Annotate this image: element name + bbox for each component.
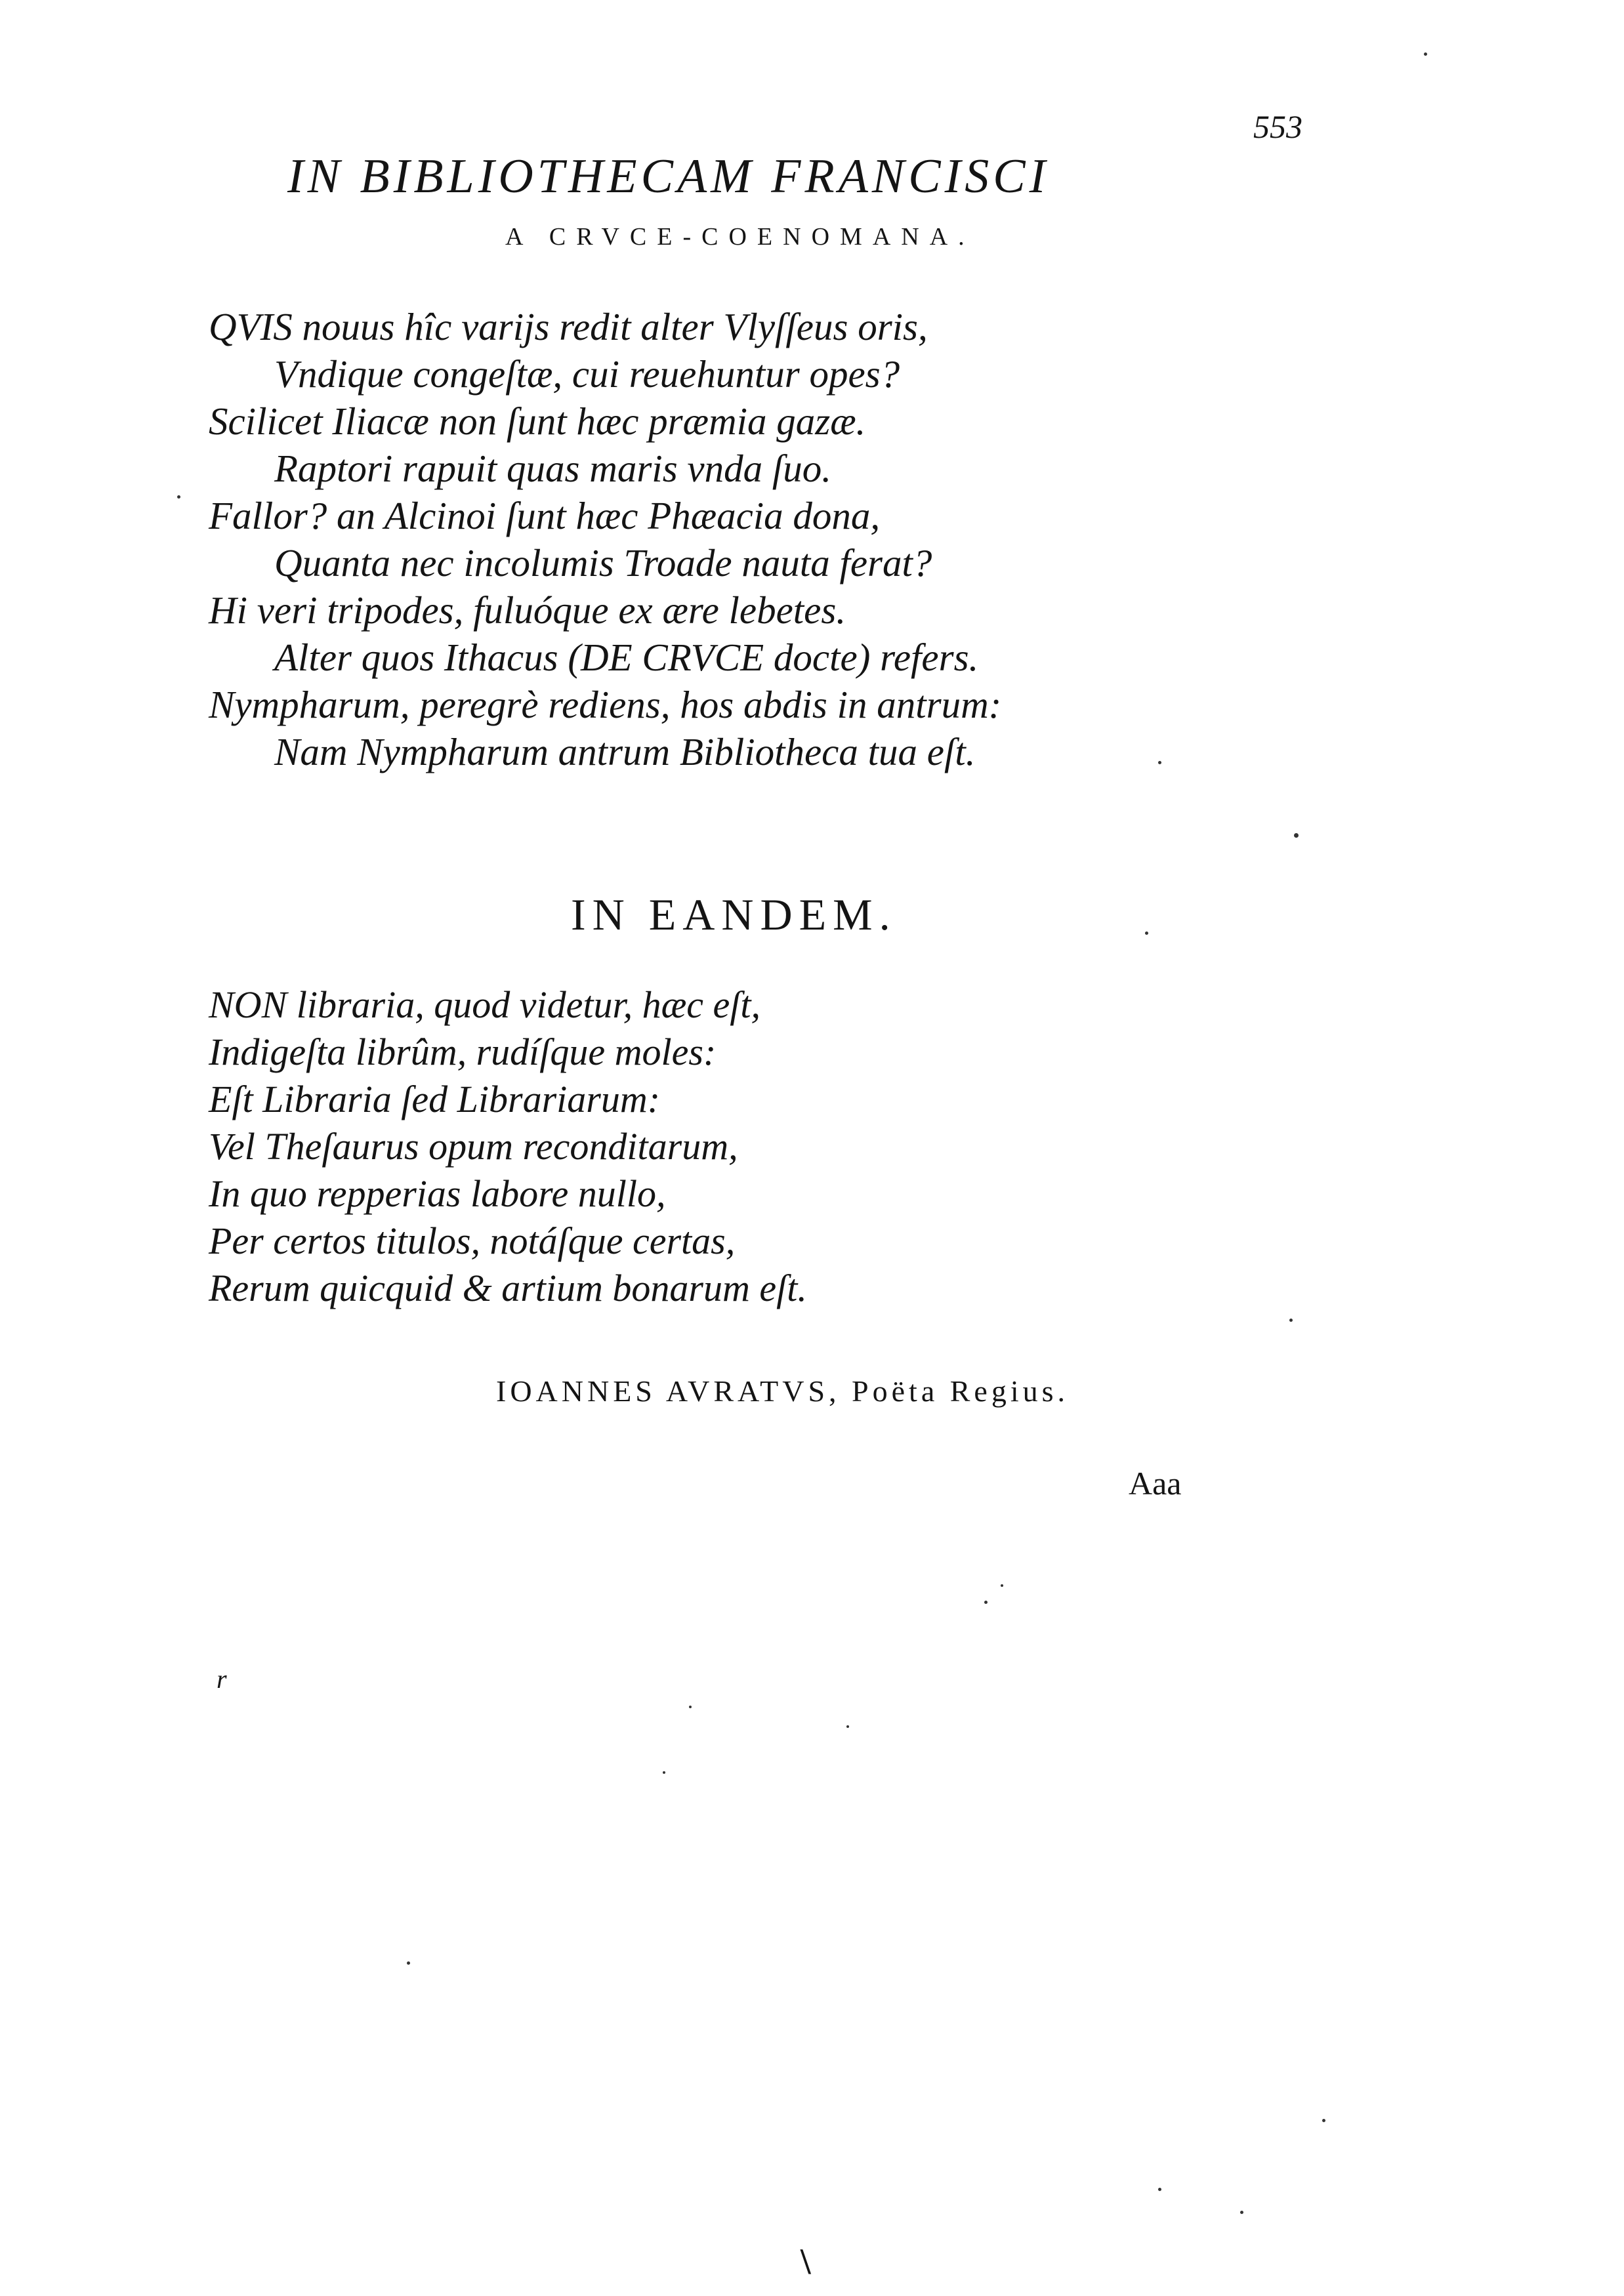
verse-line: Eſt Libraria ſed Librariarum: <box>209 1078 661 1120</box>
verse-line: Fallor? an Alcinoi ſunt hæc Phæacia dona, <box>209 494 881 537</box>
ink-speck <box>1158 2188 1161 2191</box>
verse-line: Vel Theſaurus opum reconditarum, <box>209 1125 738 1168</box>
poem-1 <box>209 303 1154 775</box>
ink-speck <box>1240 2211 1243 2214</box>
verse-line: Nam Nympharum antrum Bibliotheca tua eſt. <box>274 730 976 773</box>
ink-speck <box>1001 1584 1003 1587</box>
page-number: 553 <box>1253 108 1302 145</box>
verse-line: NON libraria, quod videtur, hæc eſt, <box>209 983 760 1026</box>
verse-line: Hi veri tripodes, fuluóque ex ære lebetes. <box>209 588 846 632</box>
catchword: Aaa <box>1129 1465 1182 1502</box>
ink-speck <box>407 1961 410 1965</box>
ink-speck <box>1322 2119 1325 2122</box>
verse-line: Per certos titulos, notáſque certas, <box>209 1220 736 1262</box>
verse-line: Indigeſta librûm, rudíſque moles: <box>209 1031 717 1073</box>
verse-line: In quo repperias labore nullo, <box>209 1172 666 1215</box>
page-title: IN BIBLIOTHECAM FRANCISCI <box>287 150 1050 203</box>
bottom-mark: \ <box>801 2242 811 2282</box>
ink-speck <box>1294 833 1299 838</box>
ink-speck <box>689 1706 692 1708</box>
ink-speck <box>663 1771 665 1774</box>
section-heading: IN EANDEM. <box>571 890 897 939</box>
poem-2 <box>209 981 1062 1312</box>
ink-speck <box>177 495 180 499</box>
verse-line: Vndique congeſtæ, cui reuehuntur opes? <box>274 352 900 396</box>
margin-mark: r <box>217 1664 227 1694</box>
verse-line: Raptori rapuit quas maris vnda ſuo. <box>274 447 831 490</box>
author-signature: IOANNES AVRATVS, Poëta Regius. <box>496 1374 1070 1408</box>
ink-speck <box>1145 932 1148 935</box>
verse-line: Scilicet Iliacæ non ſunt hæc præmia gazæ. <box>209 400 866 443</box>
ink-speck <box>1158 761 1161 764</box>
ink-speck <box>984 1601 988 1604</box>
verse-line: Nympharum, peregrè rediens, hos abdis in antrum: <box>209 683 1002 726</box>
verse-line: QVIS nouus hîc varijs redit alter Vlyſſeus oris, <box>209 305 928 348</box>
verse-line: Alter quos Ithacus (DE CRVCE docte) refers. <box>274 636 979 679</box>
page-subtitle: A CRVCE-COENOMANA. <box>505 223 975 251</box>
ink-speck <box>846 1725 849 1728</box>
verse-line: Quanta nec incolumis Troade nauta ferat? <box>274 541 932 584</box>
ink-speck <box>1289 1319 1293 1322</box>
ink-speck <box>1424 52 1427 56</box>
verse-line: Rerum quicquid & artium bonarum eſt. <box>209 1267 807 1309</box>
